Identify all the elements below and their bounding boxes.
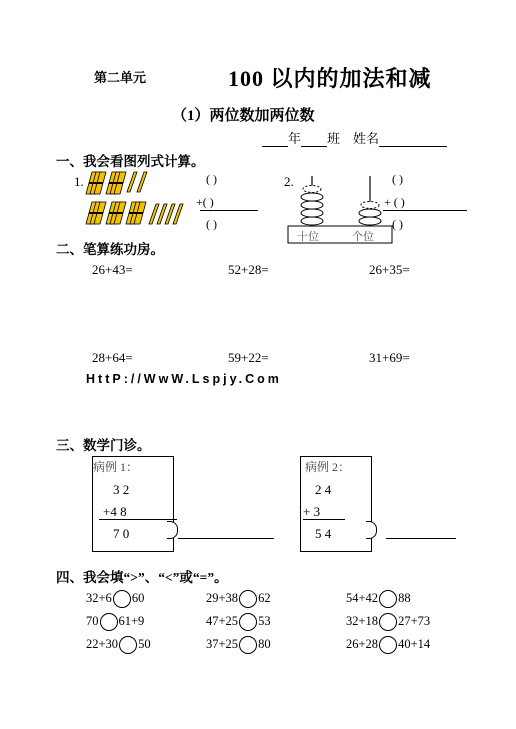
item2-number: 2.	[284, 174, 294, 189]
answer-paren-1[interactable]: ( )	[206, 172, 217, 186]
compare-item	[86, 590, 144, 608]
compare-item	[206, 636, 271, 654]
section1-title: 一、我会看图列式计算。	[56, 154, 205, 169]
compare-circle[interactable]	[379, 636, 397, 654]
answer-sum-paren-1[interactable]: ( )	[206, 217, 217, 231]
case1-tab	[167, 521, 178, 539]
compare-right: 62	[258, 590, 271, 605]
case1-top-number: 3 2	[113, 482, 130, 497]
compare-circle[interactable]	[379, 613, 397, 631]
compare-circle[interactable]	[113, 590, 131, 608]
case2-addend: + 3	[303, 504, 321, 519]
calc-problem: 31+69=	[369, 350, 410, 365]
case2-tab	[366, 521, 377, 539]
compare-right: 27+73	[398, 613, 431, 628]
case1-answer-line[interactable]	[178, 538, 274, 539]
watermark-url: HttP://WwW.Lspjy.Com	[86, 372, 282, 386]
case2-top-number: 2 4	[315, 482, 332, 497]
case2-sum-line	[303, 519, 345, 520]
answer-plus-paren-1[interactable]: +( )	[196, 195, 214, 209]
compare-left: 26+28	[346, 636, 379, 651]
compare-left: 32+18	[346, 613, 379, 628]
compare-left: 37+25	[206, 636, 239, 651]
page-title: 100 以内的加法和减	[228, 66, 432, 91]
calc-problem: 59+22=	[228, 350, 269, 365]
compare-circle[interactable]	[239, 590, 257, 608]
name-blank[interactable]	[379, 134, 447, 147]
case1-result: 7 0	[113, 526, 130, 541]
compare-circle[interactable]	[239, 636, 257, 654]
compare-right: 80	[258, 636, 271, 651]
sticks-illustration	[84, 170, 194, 230]
compare-left: 54+42	[346, 590, 379, 605]
compare-right: 88	[398, 590, 411, 605]
calc-problem: 26+35=	[369, 262, 410, 277]
class-label: 班	[327, 131, 341, 146]
year-label: 年	[288, 131, 302, 146]
compare-right: 50	[138, 636, 151, 651]
answer-paren-2[interactable]: ( )	[392, 172, 403, 186]
case1-card	[92, 456, 174, 552]
compare-left: 32+6	[86, 590, 112, 605]
calc-problem: 26+43=	[92, 262, 133, 277]
case1-addend: +4 8	[103, 504, 127, 519]
answer-plus-paren-2[interactable]: + ( )	[384, 195, 405, 209]
compare-left: 22+30	[86, 636, 119, 651]
compare-circle[interactable]	[100, 613, 118, 631]
compare-right: 40+14	[398, 636, 431, 651]
compare-item	[86, 636, 151, 654]
class-blank[interactable]	[301, 134, 327, 147]
sum-line-1	[200, 210, 258, 211]
item1-number: 1.	[74, 174, 84, 189]
compare-circle[interactable]	[239, 613, 257, 631]
name-label: 姓名	[353, 131, 380, 146]
compare-left: 47+25	[206, 613, 239, 628]
compare-left: 70	[86, 613, 99, 628]
answer-sum-paren-2[interactable]: ( )	[392, 217, 403, 231]
case2-label: 病例 2：	[305, 460, 351, 474]
case1-sum-line	[99, 519, 177, 520]
year-blank[interactable]	[262, 134, 288, 147]
abacus-ones-label: 个位	[352, 231, 374, 243]
calc-problem: 52+28=	[228, 262, 269, 277]
case2-result: 5 4	[315, 526, 332, 541]
compare-item	[206, 613, 271, 631]
compare-item	[346, 636, 430, 654]
calc-problem: 28+64=	[92, 350, 133, 365]
compare-right: 61+9	[118, 613, 145, 628]
case1-label: 病例 1：	[93, 460, 139, 474]
compare-circle[interactable]	[119, 636, 137, 654]
compare-item	[346, 590, 411, 608]
student-info-line	[262, 128, 447, 147]
case2-answer-line[interactable]	[386, 538, 456, 539]
bundle-icon	[86, 172, 106, 194]
section3-title: 三、数学门诊。	[56, 438, 151, 453]
section4-title: 四、我会填“>”、“<”或“=”。	[56, 570, 228, 585]
case2-card	[300, 456, 372, 552]
compare-left: 29+38	[206, 590, 239, 605]
compare-circle[interactable]	[379, 590, 397, 608]
sum-line-2	[383, 210, 467, 211]
compare-item	[86, 613, 144, 631]
unit-label: 第二单元	[94, 70, 147, 85]
compare-right: 53	[258, 613, 271, 628]
compare-right: 60	[131, 590, 145, 605]
compare-item	[206, 590, 271, 608]
abacus-tens-label: 十位	[297, 231, 319, 243]
section2-title: 二、笔算练功房。	[56, 242, 164, 257]
compare-item	[346, 613, 430, 631]
lesson-subtitle: （1）两位数加两位数	[172, 108, 315, 124]
